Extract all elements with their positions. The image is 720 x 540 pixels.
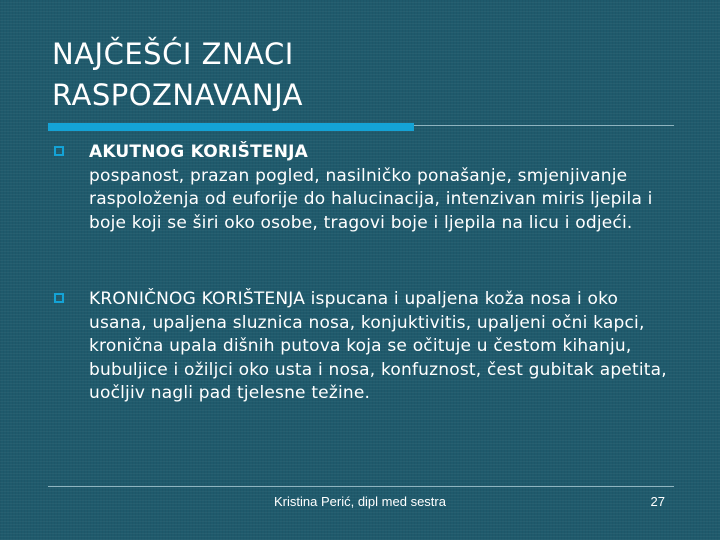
bullet-chronic-use — [54, 288, 669, 406]
page-number: 27 — [650, 494, 665, 509]
title-line-2: RASPOZNAVANJA — [52, 78, 303, 112]
bullet-heading: AKUTNOG KORIŠTENJA — [89, 142, 309, 162]
square-bullet-icon — [54, 146, 64, 156]
title-accent-bar — [48, 123, 414, 131]
bullet-body: KRONIČNOG KORIŠTENJA ispucana i upaljena koža nosa i oko usana, upaljena sluznica nosa, konjuktivitis, upaljeni očni kapci, kronična upala dišnih putova koja se očituje u čestom kihanju, bubuljice i ožiljci oko usta i nosa, konfuznost, čest gubitak apetita, uočljiv nagli pad tjelesne težine. — [89, 289, 667, 403]
footer-divider — [48, 486, 674, 487]
footer-author: Kristina Perić, dipl med sestra — [274, 494, 446, 509]
slide-title — [52, 34, 672, 116]
title-line-1: NAJČEŠĆI ZNACI — [52, 37, 294, 71]
bullet-body: pospanost, prazan pogled, nasilničko ponašanje, smjenjivanje raspoloženja od euforije do halucinacija, intenzivan miris ljepila i boje koji se širi oko osobe, tragovi boje i ljepila na licu i odjeći. — [89, 165, 653, 233]
bullet-acute-use — [54, 141, 669, 235]
square-bullet-icon — [54, 293, 64, 303]
